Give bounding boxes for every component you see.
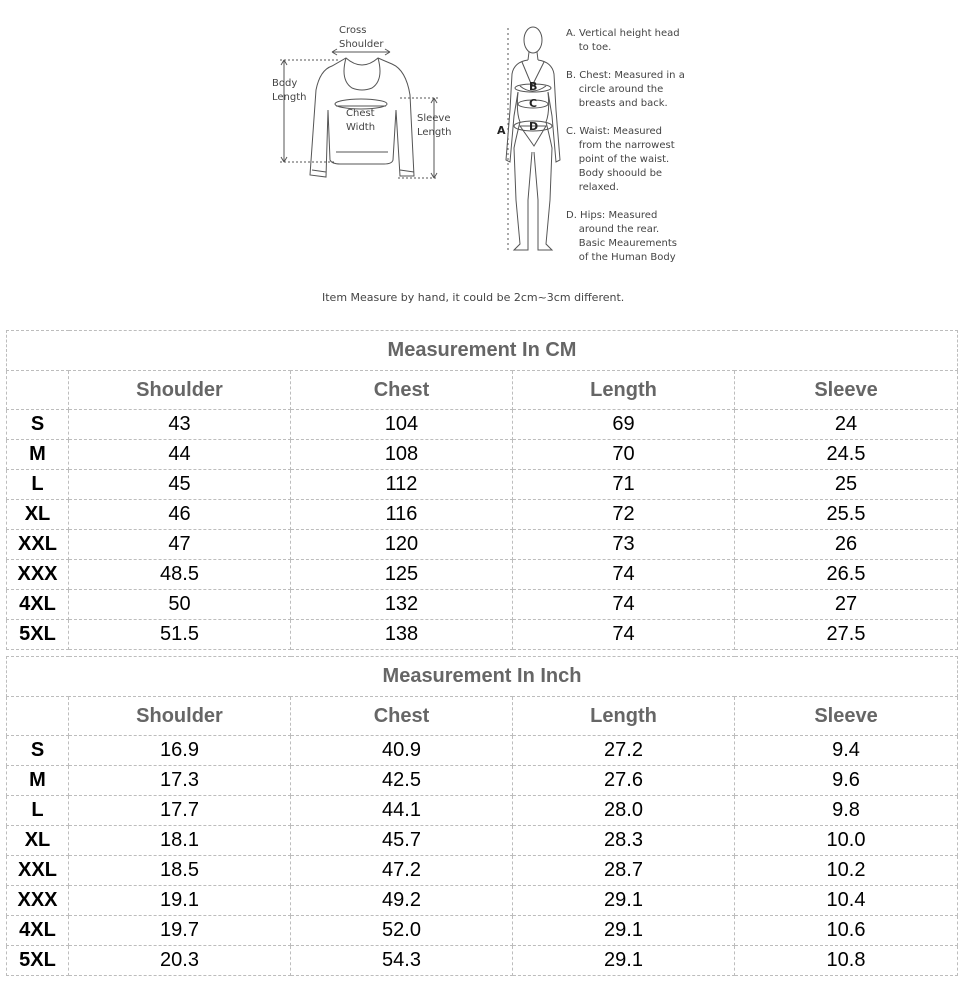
length-cell: 74: [513, 590, 735, 620]
cm-header-chest: Chest: [291, 371, 513, 410]
length-cell: 71: [513, 470, 735, 500]
size-cell: 4XL: [7, 590, 69, 620]
chest-cell: 47.2: [291, 856, 513, 886]
shoulder-cell: 17.3: [69, 766, 291, 796]
sleeve-cell: 24.5: [735, 440, 958, 470]
cm-header-length: Length: [513, 371, 735, 410]
cm-table-title: Measurement In CM: [7, 331, 958, 371]
chest-cell: 112: [291, 470, 513, 500]
table-row: [7, 856, 958, 886]
chest-cell: 54.3: [291, 946, 513, 976]
table-row: [7, 766, 958, 796]
length-cell: 69: [513, 410, 735, 440]
shoulder-cell: 50: [69, 590, 291, 620]
sleeve-cell: 27.5: [735, 620, 958, 650]
sleeve-length-label: Sleeve Length: [417, 113, 452, 138]
size-cell: L: [7, 470, 69, 500]
chest-cell: 40.9: [291, 736, 513, 766]
chest-cell: 120: [291, 530, 513, 560]
note-d: D. Hips: Measured around the rear. Basic Meaurements of the Human Body: [566, 210, 678, 263]
size-cell: S: [7, 410, 69, 440]
sleeve-cell: 25: [735, 470, 958, 500]
sleeve-cell: 10.0: [735, 826, 958, 856]
sleeve-cell: 9.4: [735, 736, 958, 766]
cm-header-size: [7, 371, 69, 410]
note-a: A. Vertical height head to toe.: [566, 28, 680, 53]
shoulder-cell: 47: [69, 530, 291, 560]
sleeve-cell: 26.5: [735, 560, 958, 590]
chest-width-label: Chest Width: [346, 108, 376, 133]
table-row: [7, 916, 958, 946]
size-cell: 5XL: [7, 620, 69, 650]
length-cell: 27.6: [513, 766, 735, 796]
length-cell: 73: [513, 530, 735, 560]
table-row: [7, 560, 958, 590]
length-cell: 29.1: [513, 916, 735, 946]
shoulder-cell: 18.1: [69, 826, 291, 856]
sleeve-cell: 10.4: [735, 886, 958, 916]
size-cell: M: [7, 766, 69, 796]
size-cell: XL: [7, 500, 69, 530]
length-cell: 72: [513, 500, 735, 530]
shoulder-cell: 51.5: [69, 620, 291, 650]
table-row: [7, 470, 958, 500]
chest-cell: 108: [291, 440, 513, 470]
table-row: [7, 886, 958, 916]
sleeve-cell: 24: [735, 410, 958, 440]
body-figure-illustration: [0, 0, 962, 320]
shoulder-cell: 16.9: [69, 736, 291, 766]
table-row: [7, 530, 958, 560]
size-cell: XXL: [7, 856, 69, 886]
length-cell: 29.1: [513, 886, 735, 916]
chest-cell: 125: [291, 560, 513, 590]
note-b: B. Chest: Measured in a circle around the breasts and back.: [566, 70, 685, 109]
table-row: [7, 946, 958, 976]
size-cell: S: [7, 736, 69, 766]
inch-header-sleeve: Sleeve: [735, 697, 958, 736]
body-length-label: Body Length: [272, 78, 307, 103]
size-cell: XXL: [7, 530, 69, 560]
length-cell: 28.7: [513, 856, 735, 886]
size-cell: M: [7, 440, 69, 470]
body-letter-b: B: [529, 80, 538, 93]
inch-size-table: [6, 656, 958, 976]
length-cell: 29.1: [513, 946, 735, 976]
length-cell: 70: [513, 440, 735, 470]
inch-header-row: [7, 697, 958, 736]
shoulder-cell: 43: [69, 410, 291, 440]
table-row: [7, 736, 958, 766]
sleeve-cell: 9.8: [735, 796, 958, 826]
shoulder-cell: 48.5: [69, 560, 291, 590]
table-row: [7, 590, 958, 620]
cm-size-table: [6, 330, 958, 650]
chest-cell: 42.5: [291, 766, 513, 796]
length-cell: 28.0: [513, 796, 735, 826]
inch-header-length: Length: [513, 697, 735, 736]
cross-shoulder-label: Cross Shoulder: [339, 25, 384, 50]
table-row: [7, 826, 958, 856]
table-row: [7, 796, 958, 826]
shoulder-cell: 19.1: [69, 886, 291, 916]
chest-cell: 45.7: [291, 826, 513, 856]
shoulder-cell: 19.7: [69, 916, 291, 946]
note-c: C. Waist: Measured from the narrowest point of the waist. Body shoould be relaxed.: [566, 126, 675, 193]
shoulder-cell: 46: [69, 500, 291, 530]
sleeve-cell: 10.6: [735, 916, 958, 946]
sleeve-cell: 27: [735, 590, 958, 620]
length-cell: 74: [513, 620, 735, 650]
length-cell: 28.3: [513, 826, 735, 856]
measure-footnote: Item Measure by hand, it could be 2cm~3cm different.: [322, 291, 625, 304]
inch-header-size: [7, 697, 69, 736]
shoulder-cell: 44: [69, 440, 291, 470]
sleeve-cell: 9.6: [735, 766, 958, 796]
sleeve-cell: 25.5: [735, 500, 958, 530]
size-cell: XL: [7, 826, 69, 856]
shoulder-cell: 45: [69, 470, 291, 500]
body-letter-d: D: [529, 120, 539, 133]
chest-cell: 116: [291, 500, 513, 530]
inch-table-title: Measurement In Inch: [7, 657, 958, 697]
table-row: [7, 620, 958, 650]
chest-cell: 104: [291, 410, 513, 440]
sleeve-cell: 26: [735, 530, 958, 560]
chest-cell: 132: [291, 590, 513, 620]
shoulder-cell: 17.7: [69, 796, 291, 826]
inch-header-chest: Chest: [291, 697, 513, 736]
sleeve-cell: 10.8: [735, 946, 958, 976]
cm-header-row: [7, 371, 958, 410]
inch-header-shoulder: Shoulder: [69, 697, 291, 736]
size-cell: L: [7, 796, 69, 826]
cm-header-shoulder: Shoulder: [69, 371, 291, 410]
chest-cell: 52.0: [291, 916, 513, 946]
size-cell: 4XL: [7, 916, 69, 946]
length-cell: 27.2: [513, 736, 735, 766]
chest-cell: 49.2: [291, 886, 513, 916]
body-letter-c: C: [529, 97, 538, 110]
shoulder-cell: 20.3: [69, 946, 291, 976]
size-cell: XXX: [7, 886, 69, 916]
measurement-diagram: [0, 0, 962, 320]
table-row: [7, 500, 958, 530]
table-row: [7, 410, 958, 440]
shoulder-cell: 18.5: [69, 856, 291, 886]
chest-cell: 44.1: [291, 796, 513, 826]
chest-cell: 138: [291, 620, 513, 650]
body-letter-a: A: [497, 124, 506, 137]
size-cell: XXX: [7, 560, 69, 590]
sleeve-cell: 10.2: [735, 856, 958, 886]
cm-header-sleeve: Sleeve: [735, 371, 958, 410]
length-cell: 74: [513, 560, 735, 590]
table-row: [7, 440, 958, 470]
size-cell: 5XL: [7, 946, 69, 976]
